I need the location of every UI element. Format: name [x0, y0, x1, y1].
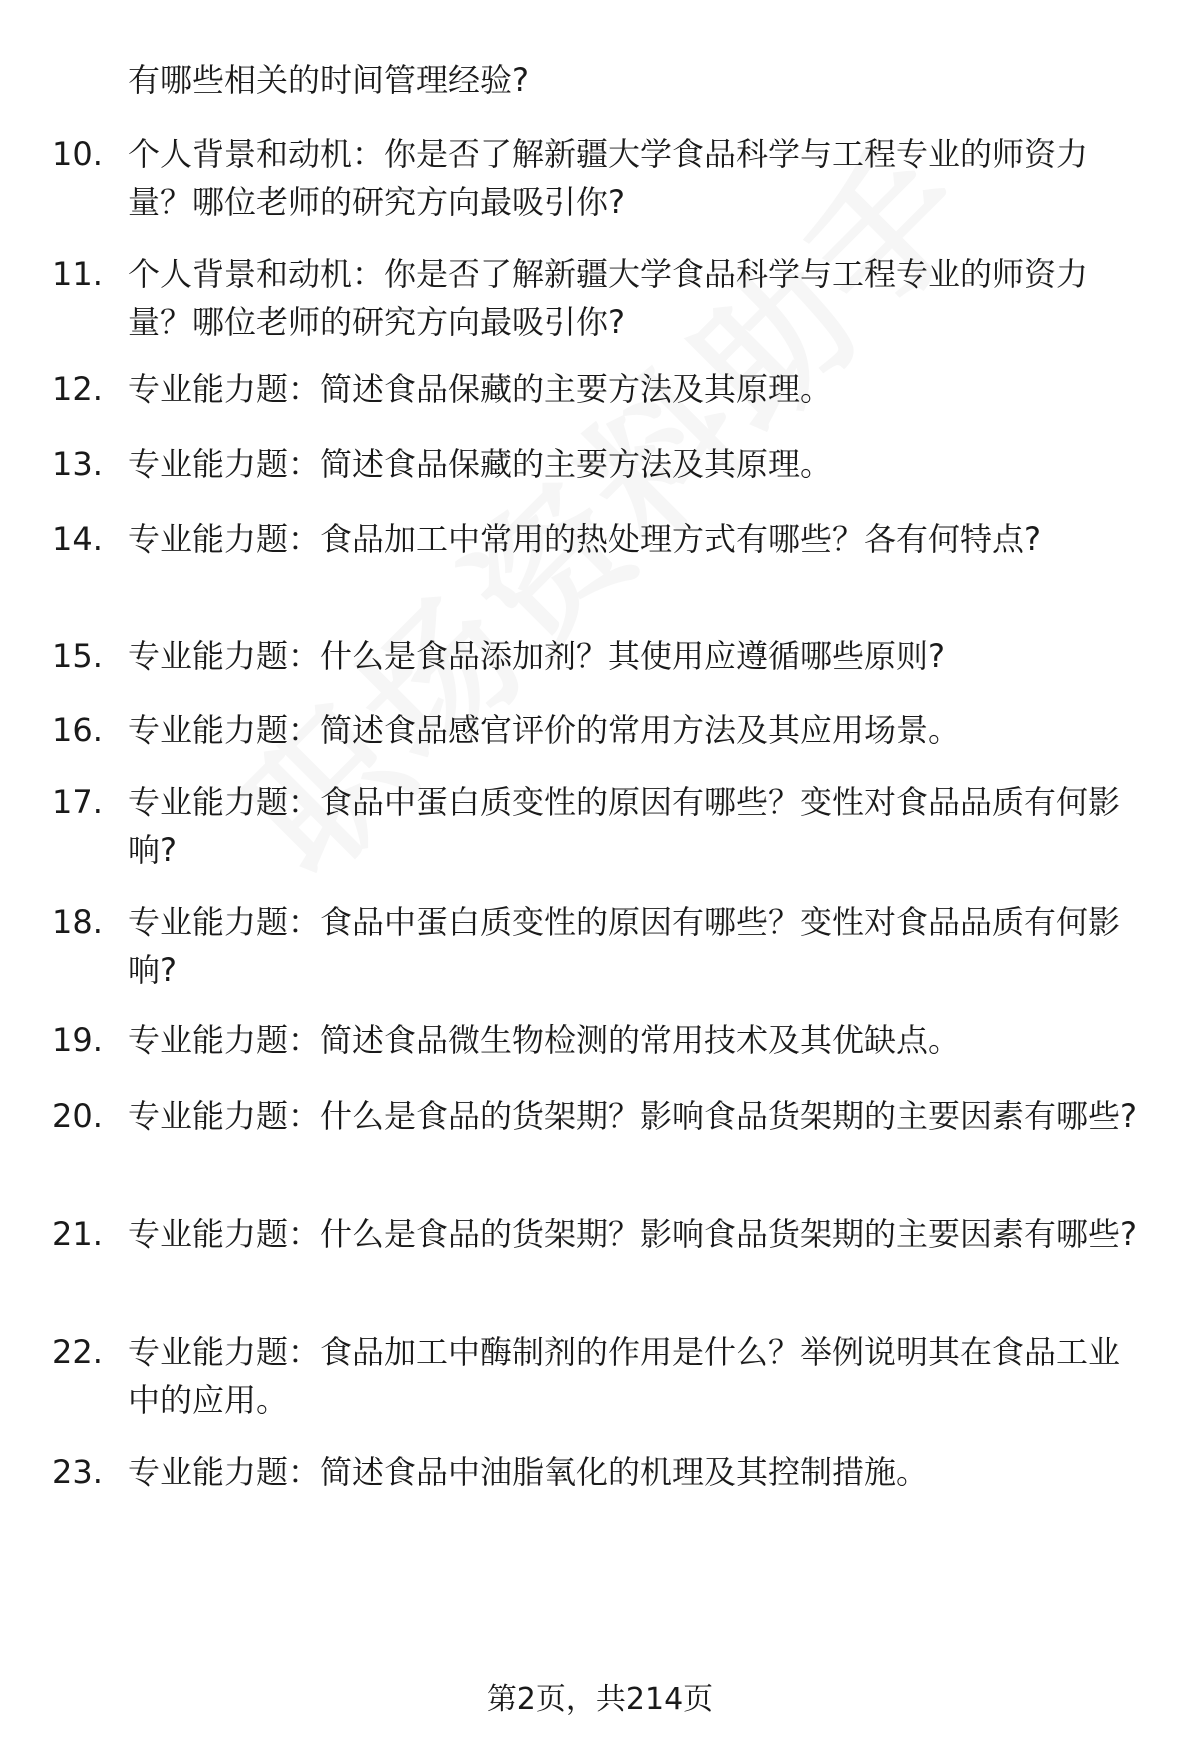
- item-text: 专业能力题：简述食品微生物检测的常用技术及其优缺点。: [128, 1021, 961, 1059]
- item-number: 14.: [52, 520, 103, 558]
- item-number: 18.: [52, 903, 103, 941]
- item-text: 专业能力题：什么是食品添加剂？其使用应遵循哪些原则?: [128, 637, 945, 675]
- item-text: 专业能力题：什么是食品的货架期？影响食品货架期的主要因素有哪些?: [128, 1097, 1137, 1135]
- item-number: 23.: [52, 1453, 103, 1491]
- item-text: 专业能力题：食品中蛋白质变性的原因有哪些？变性对食品品质有何影响?: [128, 783, 1121, 869]
- item-text: 专业能力题：简述食品中油脂氧化的机理及其控制措施。: [128, 1453, 929, 1491]
- item-text: 专业能力题：简述食品保藏的主要方法及其原理。: [128, 370, 833, 408]
- item-text: 专业能力题：什么是食品的货架期？影响食品货架期的主要因素有哪些?: [128, 1215, 1137, 1253]
- item-text: 专业能力题：食品中蛋白质变性的原因有哪些？变性对食品品质有何影响?: [128, 903, 1121, 989]
- item-number: 19.: [52, 1021, 103, 1059]
- item-number: 17.: [52, 783, 103, 821]
- item-number: 21.: [52, 1215, 103, 1253]
- item-number: 15.: [52, 637, 103, 675]
- item-number: 10.: [52, 135, 103, 173]
- item-number: 20.: [52, 1097, 103, 1135]
- item-text: 个人背景和动机：你是否了解新疆大学食品科学与工程专业的师资力量？哪位老师的研究方向最吸引你?: [128, 135, 1089, 221]
- item-text: 专业能力题：简述食品感官评价的常用方法及其应用场景。: [128, 711, 961, 749]
- item-text: 个人背景和动机：你是否了解新疆大学食品科学与工程专业的师资力量？哪位老师的研究方向最吸引你?: [128, 255, 1089, 341]
- continuation-line: 有哪些相关的时间管理经验?: [128, 61, 529, 99]
- item-number: 22.: [52, 1333, 103, 1371]
- item-number: 16.: [52, 711, 103, 749]
- item-number: 13.: [52, 445, 103, 483]
- item-text: 专业能力题：简述食品保藏的主要方法及其原理。: [128, 445, 833, 483]
- item-number: 11.: [52, 255, 103, 293]
- page-footer: 第2页，共214页: [486, 1682, 714, 1717]
- item-text: 专业能力题：食品加工中酶制剂的作用是什么？举例说明其在食品工业中的应用。: [128, 1333, 1121, 1419]
- item-text: 专业能力题：食品加工中常用的热处理方式有哪些？各有何特点?: [128, 520, 1041, 558]
- item-number: 12.: [52, 370, 103, 408]
